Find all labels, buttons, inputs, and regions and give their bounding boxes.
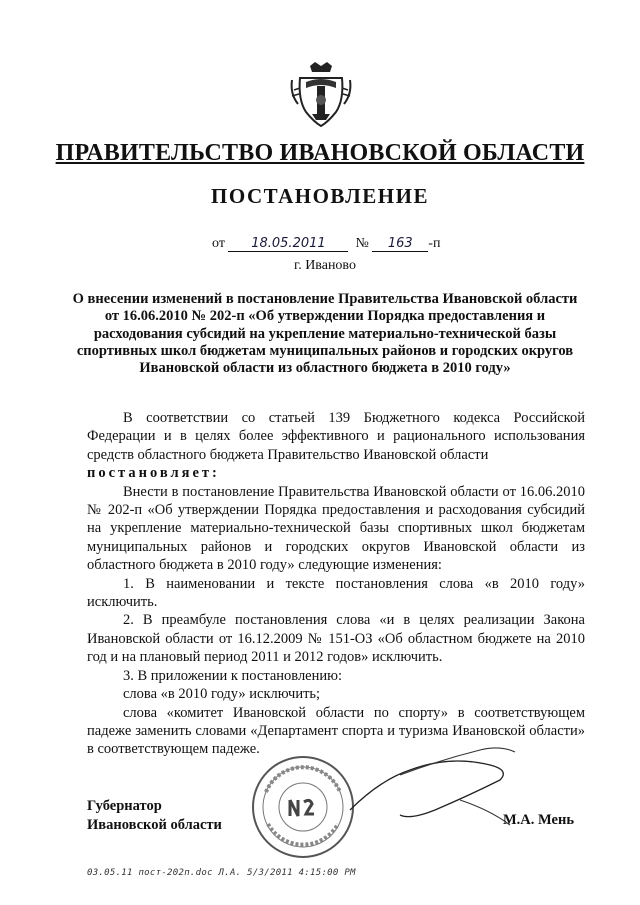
signatory-title — [87, 797, 222, 835]
document-number: 163 — [372, 236, 428, 252]
signatory-title-line2: Ивановской области — [87, 817, 222, 833]
coat-of-arms-icon — [286, 60, 356, 130]
handwritten-signature-icon — [340, 740, 530, 830]
number-sign: № — [355, 236, 369, 251]
file-footer: 03.05.11 пост-202п.doc Л.А. 5/3/2011 4:15:00 PM — [87, 868, 356, 878]
resolves-line — [87, 464, 585, 482]
paragraph-item-3a: слова «в 2010 году» исключить; — [123, 686, 321, 703]
paragraph-preamble: В соответствии со статьей 139 Бюджетного кодекса Российской Федерации и в целях более эффективного и рационального использования средств областного бюджета Правительство Ивановской области — [87, 410, 585, 463]
paragraph-item-2: 2. В преамбуле постановления слова «и в целях реализации Закона Ивановской области от 16.12.2009 № 151-ОЗ «Об областном бюджете на 2010 год и на плановый период 2011 и 2012 годов» исключить. — [87, 612, 585, 666]
document-heading: О внесении изменений в постановление Правительства Ивановской области от 16.06.2010 № 202-п «Об утверждении Порядка предоставления и расходования субсидий на укрепление материально-технической базы спортивных школ бюджетам муниципальных районов и городских округов Ивановской области из областного бюджета в 2010 году» — [72, 291, 578, 377]
paragraph-amend: Внести в постановление Правительства Ивановской области от 16.06.2010 № 202-п «Об утверждении Порядка предоставления и расходования субсидий на укрепление материально-технической базы спортивных школ бюджетам муниципальных районов и городских округов Ивановской области из областного бюджета в 2010 году» следующие изменения: — [87, 483, 585, 574]
document-type: ПОСТАНОВЛЕНИЕ — [211, 184, 429, 208]
paragraph-item-3b: слова «комитет Ивановской области по спорту» в соответствующем падеже заменить словами «Департамент спорта и туризма Ивановской области» в соответствующем падеже. — [87, 704, 585, 758]
document-body — [87, 409, 585, 759]
paragraph-item-1: 1. В наименовании и тексте постановления слова «в 2010 году» исключить. — [87, 575, 585, 611]
government-title: ПРАВИТЕЛЬСТВО ИВАНОВСКОЙ ОБЛАСТИ — [55, 140, 585, 166]
paragraph-item-3: 3. В приложении к постановлению: — [123, 667, 343, 684]
date-number-line — [212, 236, 440, 252]
resolves-word: постановляет: — [87, 465, 220, 482]
city: г. Иваново — [294, 258, 356, 273]
signatory-name: М.А. Мень — [503, 812, 574, 828]
signatory-title-line1: Губернатор — [87, 798, 162, 814]
date-prefix: от — [212, 236, 225, 251]
number-suffix: -п — [428, 236, 441, 251]
document-date: 18.05.2011 — [228, 236, 348, 252]
